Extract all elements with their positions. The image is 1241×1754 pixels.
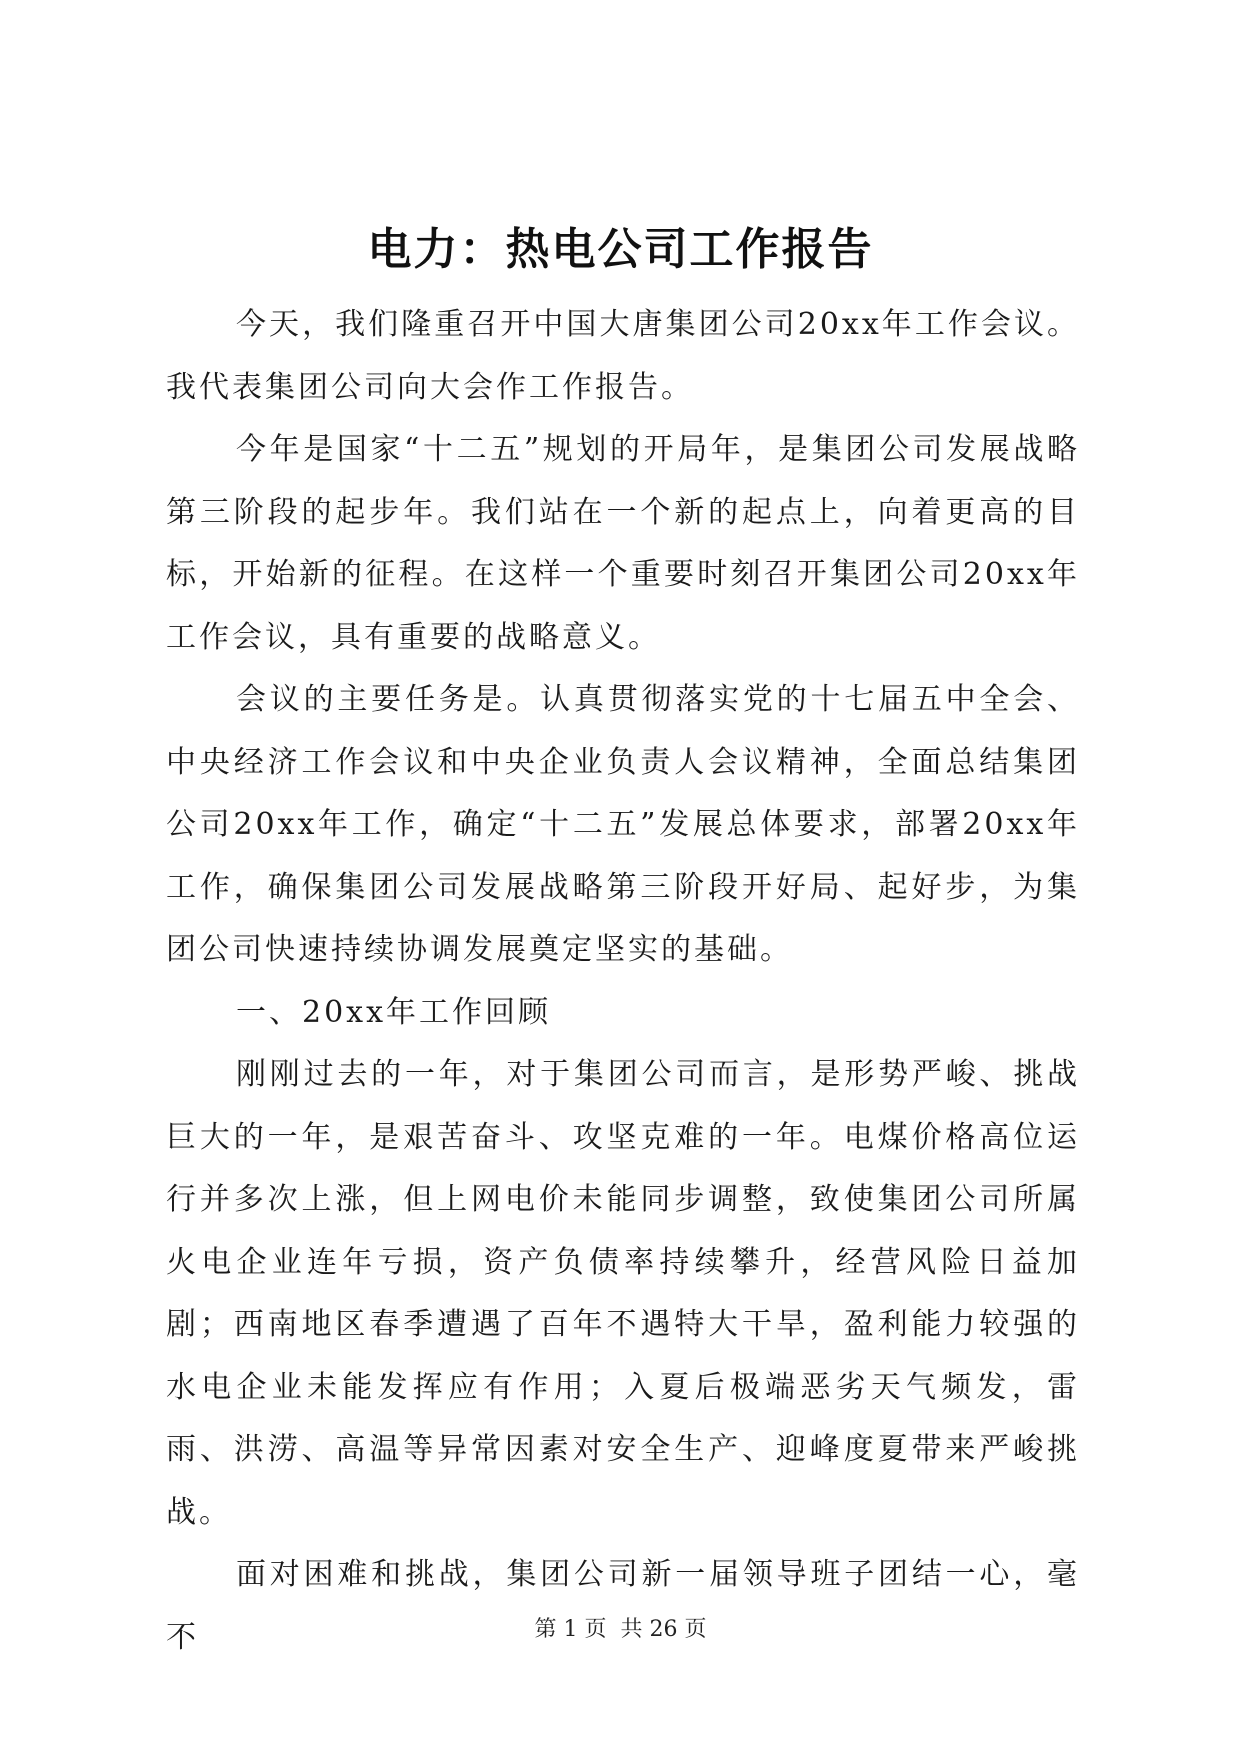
- document-title: 电力：热电公司工作报告: [367, 224, 874, 275]
- page-footer: [0, 1615, 1241, 1645]
- page-total: 共 26 页: [620, 1617, 707, 1642]
- paragraph-review: 刚刚过去的一年，对于集团公司而言，是形势严峻、挑战巨大的一年，是艰苦奋斗、攻坚克难的一年。电煤价格高位运行并多次上涨，但上网电价未能同步调整，致使集团公司所属火电企业连年亏损，资产负债率持续攀升，经营风险日益加剧；西南地区春季遭遇了百年不遇特大干旱，盈利能力较强的水电企业未能发挥应有作用；入夏后极端恶劣天气频发，雷雨、洪涝、高温等异常因素对安全生产、迎峰度夏带来严峻挑战。: [166, 1057, 1080, 1530]
- document-body: [166, 294, 1080, 1669]
- section-heading: 一、20xx年工作回顾: [236, 994, 552, 1030]
- paragraph-continuation: 面对困难和挑战，集团公司新一届领导班子团结一心，毫不: [166, 1557, 1080, 1655]
- paragraph-opening: 今天，我们隆重召开中国大唐集团公司20xx年工作会议。我代表集团公司向大会作工作报告。: [166, 307, 1080, 405]
- paragraph-meeting-tasks: 会议的主要任务是。认真贯彻落实党的十七届五中全会、中央经济工作会议和中央企业负责人会议精神，全面总结集团公司20xx年工作，确定“十二五”发展总体要求，部署20xx年工作，确保集团公司发展战略第三阶段开好局、起好步，为集团公司快速持续协调发展奠定坚实的基础。: [166, 682, 1080, 967]
- paragraph-background: 今年是国家“十二五”规划的开局年，是集团公司发展战略第三阶段的起步年。我们站在一个新的起点上，向着更高的目标，开始新的征程。在这样一个重要时刻召开集团公司20xx年工作会议，具有重要的战略意义。: [166, 432, 1080, 655]
- page-number: 第 1 页: [534, 1617, 607, 1642]
